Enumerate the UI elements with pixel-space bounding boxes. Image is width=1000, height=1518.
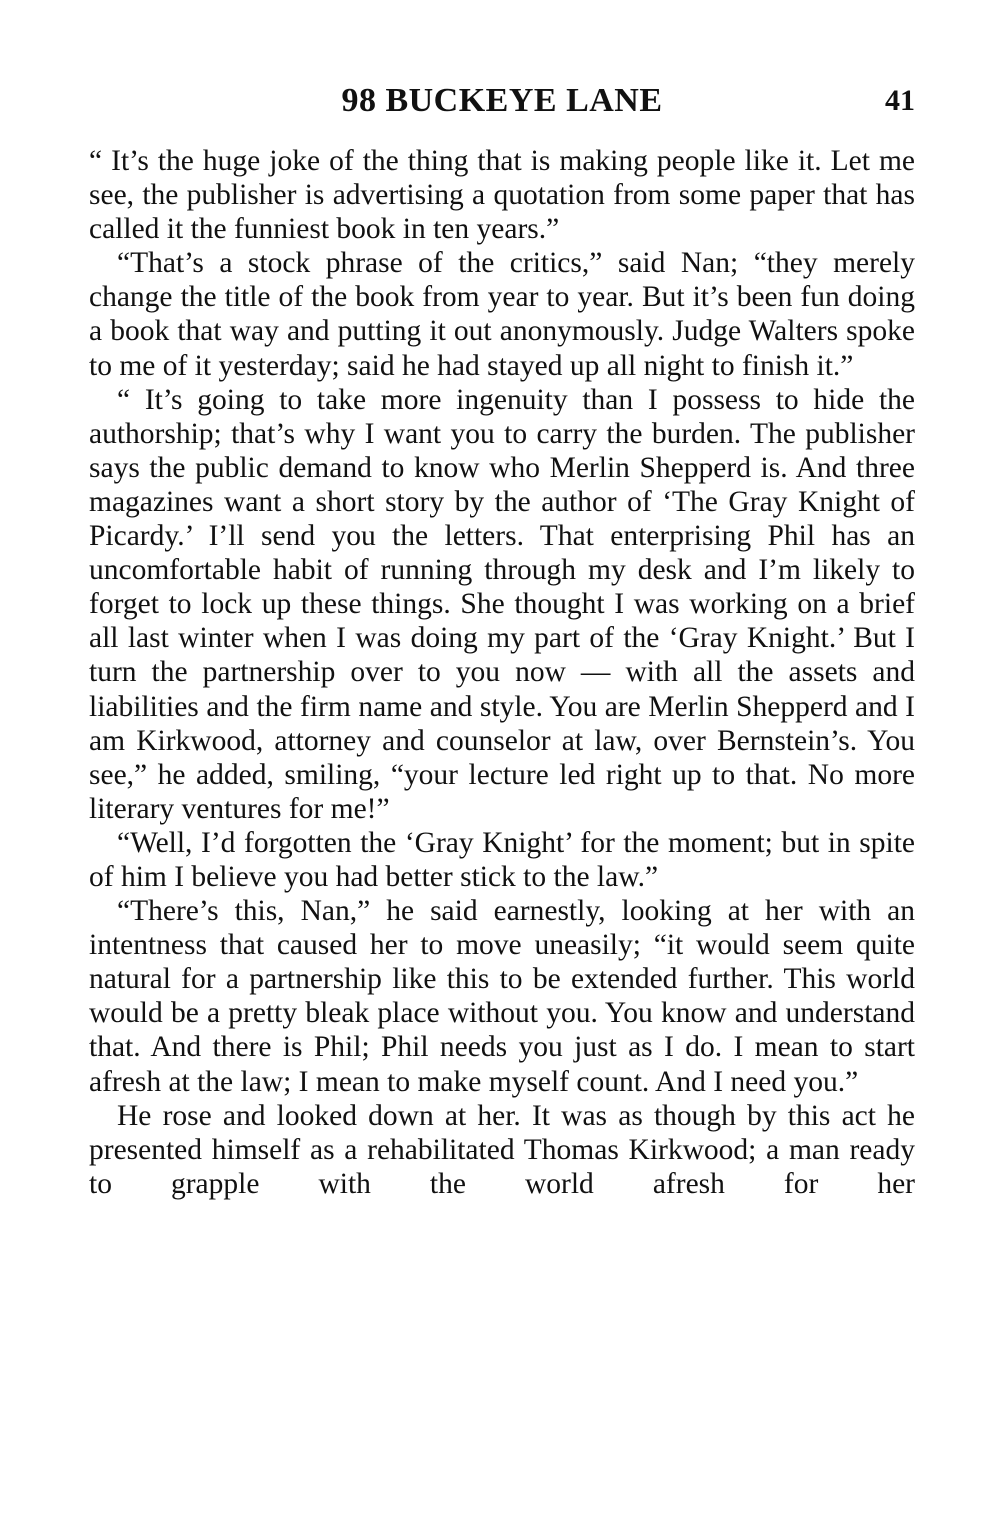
paragraph-6: He rose and looked down at her. It was as though by this act he presented himself as a rehabilitated Thomas Kirkwood; a man ready to grapple with the world afresh for her [89,1099,915,1200]
paragraph-1: “ It’s the huge joke of the thing that is making people like it. Let me see, the publisher is advertising a quotation from some paper that has called it the funniest book in ten years.” [89,145,915,246]
paragraph-2: “That’s a stock phrase of the critics,” said Nan; “they merely change the title of the book from year to year. But it’s been fun doing a book that way and putting it out anonymously. Judge Walters spoke to me of it yesterday; said he had stayed up all night to finish it.” [89,247,915,382]
running-head [89,78,915,124]
paragraph-5: “There’s this, Nan,” he said earnestly, looking at her with an intentness that caused her to move uneasily; “it would seem quite natural for a partnership like this to be extended further. This world would be a pretty bleak place without you. You know and understand that. And there is Phil; Phil needs you just as I do. I mean to start afresh at the law; I mean to make myself count. And I need you.” [89,895,915,1098]
page-number: 41 [885,84,915,117]
running-title: 98 BUCKEYE LANE [341,82,663,119]
paragraph-4: “Well, I’d forgotten the ‘Gray Knight’ for the moment; but in spite of him I believe you had better stick to the law.” [89,826,915,893]
paragraph-3: “ It’s going to take more ingenuity than I possess to hide the authorship; that’s why I want you to carry the burden. The publisher says the public demand to know who Merlin Shepperd is. And three magazines want a short story by the author of ‘The Gray Knight of Picardy.’ I’ll send you the letters. That enterprising Phil has an uncomfortable habit of running through my desk and I’m likely to forget to lock up these things. She thought I was working on a brief all last winter when I was doing my part of the ‘Gray Knight.’ But I turn the partnership over to you now — with all the assets and liabilities and the firm name and style. You are Merlin Shepperd and I am Kirkwood, attorney and counselor at law, over Bernstein’s. You see,” he added, smiling, “your lecture led right up to that. No more literary ventures for me!” [89,383,915,825]
body-text [89,144,915,1201]
